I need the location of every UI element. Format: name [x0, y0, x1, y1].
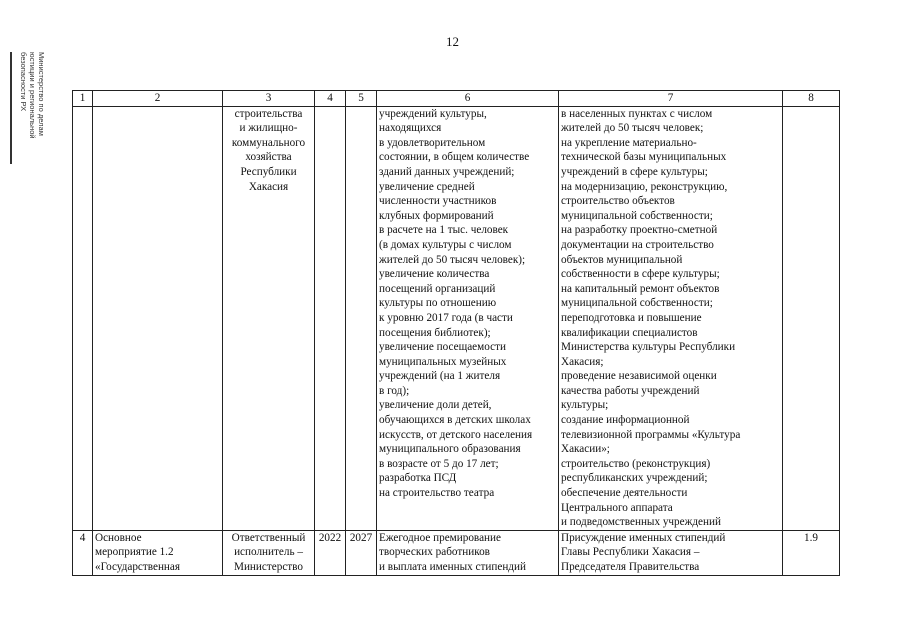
header-row: [73, 91, 840, 107]
cell-line: увеличение средней: [379, 180, 475, 193]
cell-start-year: 2022: [315, 530, 346, 575]
cell-line: муниципальной собственности;: [561, 297, 713, 310]
cell-line: Центрального аппарата: [561, 501, 673, 514]
cell-line: строительства: [234, 107, 303, 120]
cell-executor: [223, 530, 315, 575]
cell-line: обучающихся в детских школах: [379, 414, 531, 427]
cell-line: находящихся: [379, 122, 442, 135]
cell-start-year: [315, 106, 346, 530]
cell-line: Ответственный: [231, 531, 306, 544]
cell-line: объектов муниципальной: [561, 253, 683, 266]
cell-indicator: [783, 106, 840, 530]
cell-end-year: [346, 106, 377, 530]
cell-line: жителей до 50 тысяч человек;: [561, 122, 704, 135]
registration-stamp: [6, 52, 46, 164]
cell-line: к уровню 2017 года (в части: [379, 311, 513, 324]
cell-line: Основное: [95, 531, 142, 544]
cell-line: технической базы муниципальных: [561, 151, 727, 164]
cell-line: строительство (реконструкция): [561, 457, 711, 470]
cell-line: строительство объектов: [561, 195, 675, 208]
stamp-line: безопасности РХ: [19, 52, 28, 112]
cell-line: творческих работников: [379, 546, 490, 559]
cell-line: Главы Республики Хакасия –: [561, 546, 700, 559]
cell-line: посещений организаций: [379, 282, 496, 295]
cell-line: Ежегодное премирование: [379, 531, 501, 544]
cell-line: хозяйства: [245, 151, 292, 164]
cell-line: Председателя Правительства: [561, 561, 700, 573]
header-cell: 6: [377, 91, 559, 107]
cell-line: Министерства культуры Республики: [561, 341, 736, 354]
cell-line: на строительство театра: [379, 487, 495, 500]
header-cell: 1: [73, 91, 93, 107]
cell-line: увеличение количества: [379, 268, 490, 281]
cell-line: на разработку проектно-сметной: [561, 224, 718, 237]
cell-line: на укрепление материально-: [561, 136, 697, 149]
cell-line: муниципальных музейных: [379, 355, 507, 368]
cell-line: переподготовка и повышение: [561, 311, 702, 324]
cell-line: зданий данных учреждений;: [379, 165, 515, 178]
cell-line: на модернизацию, реконструкцию,: [561, 180, 728, 193]
cell-line: и жилищно-: [239, 122, 298, 135]
cell-line: культуры по отношению: [379, 297, 497, 310]
cell-line: и выплата именных стипендий: [379, 561, 526, 573]
cell-line: Хакасии»;: [561, 443, 610, 456]
cell-line: обеспечение деятельности: [561, 487, 688, 500]
cell-number: [73, 106, 93, 530]
cell-directions: [559, 530, 783, 575]
stamp-text: [10, 52, 46, 162]
header-cell: 4: [315, 91, 346, 107]
cell-line: телевизионной программы «Культура: [561, 428, 741, 441]
cell-line: Хакасия: [248, 180, 289, 193]
cell-line: Министерство: [234, 561, 303, 573]
cell-line: муниципальной собственности;: [561, 209, 713, 222]
cell-line: исполнитель –: [234, 546, 303, 559]
cell-line: в удовлетворительном: [379, 136, 486, 149]
table-row: [73, 530, 840, 575]
cell-line: жителей до 50 тысяч человек);: [379, 253, 526, 266]
cell-line: документации на строительство: [561, 238, 714, 251]
cell-line: искусств, от детского населения: [379, 428, 533, 441]
cell-line: в расчете на 1 тыс. человек: [379, 224, 509, 237]
cell-line: Присуждение именных стипендий: [561, 531, 726, 544]
cell-line: Республики: [240, 165, 297, 178]
cell-executor: [223, 106, 315, 530]
header-cell: 8: [783, 91, 840, 107]
cell-line: численности участников: [379, 195, 497, 208]
cell-results: [377, 106, 559, 530]
cell-line: клубных формирований: [379, 209, 494, 222]
stamp-line: Министерство по делам: [37, 52, 46, 136]
cell-line: мероприятие 1.2: [95, 546, 174, 559]
header-cell: 5: [346, 91, 377, 107]
cell-line: учреждений в сфере культуры;: [561, 165, 708, 178]
cell-line: в населенных пунктах с числом: [561, 107, 713, 120]
cell-line: увеличение доли детей,: [379, 399, 492, 412]
cell-line: (в домах культуры с числом: [379, 238, 512, 251]
header-cell: 3: [223, 91, 315, 107]
cell-number: 4: [73, 530, 93, 575]
cell-line: учреждений (на 1 жителя: [379, 370, 501, 383]
cell-line: «Государственная: [95, 561, 181, 573]
cell-line: учреждений культуры,: [379, 107, 487, 120]
page-number: 12: [446, 34, 459, 49]
cell-line: Хакасия;: [561, 355, 604, 368]
cell-results: [377, 530, 559, 575]
cell-line: и подведомственных учреждений: [561, 516, 721, 529]
cell-line: квалификации специалистов: [561, 326, 698, 339]
cell-line: проведение независимой оценки: [561, 370, 717, 383]
cell-line: в возрасте от 5 до 17 лет;: [379, 457, 499, 470]
header-cell: 7: [559, 91, 783, 107]
cell-line: культуры;: [561, 399, 609, 412]
cell-line: разработка ПСД: [379, 472, 457, 485]
cell-line: посещения библиотек);: [379, 326, 491, 339]
table-row: [73, 106, 840, 530]
program-table: [72, 90, 840, 576]
cell-line: коммунального: [231, 136, 306, 149]
cell-line: увеличение посещаемости: [379, 341, 506, 354]
cell-indicator: 1.9: [783, 530, 840, 575]
cell-line: создание информационной: [561, 414, 690, 427]
cell-line: состоянии, в общем количестве: [379, 151, 530, 164]
cell-line: муниципального образования: [379, 443, 521, 456]
stamp-line: юстиции и региональной: [28, 52, 37, 139]
cell-line: на капитальный ремонт объектов: [561, 282, 720, 295]
cell-directions: [559, 106, 783, 530]
cell-line: собственности в сфере культуры;: [561, 268, 720, 281]
cell-event: [93, 106, 223, 530]
cell-line: качества работы учреждений: [561, 384, 700, 397]
cell-line: в год);: [379, 384, 410, 397]
cell-line: республиканских учреждений;: [561, 472, 708, 485]
cell-event: [93, 530, 223, 575]
header-cell: 2: [93, 91, 223, 107]
cell-end-year: 2027: [346, 530, 377, 575]
